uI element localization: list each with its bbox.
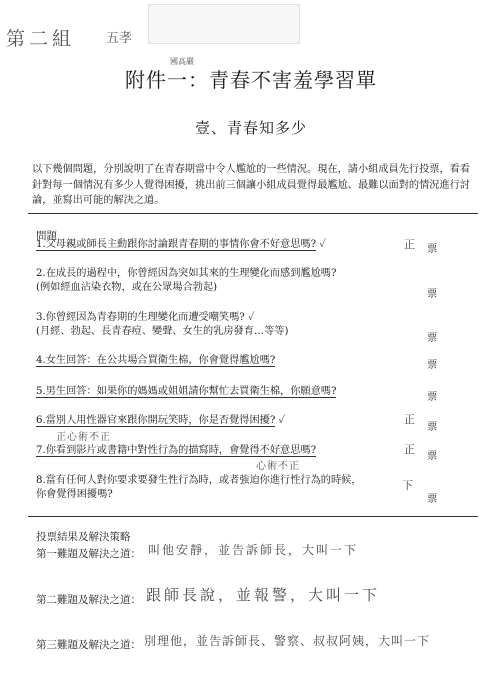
ballot-label: 票 [427, 422, 438, 433]
page-title: 附件一：青春不害羞學習單 [125, 68, 377, 92]
question-8-sub: 你會覺得困擾嗎? [36, 489, 113, 500]
result-row-3-label: 第三難題及解決之道： [36, 639, 141, 651]
question-2-sub: (例如經血沾染衣物，或在公眾場合勃起) [36, 282, 218, 293]
question-4-text: 4.女生回答：在公共場合買衛生棉，你會覺得尷尬嗎? [36, 355, 276, 366]
question-1 [36, 238, 326, 252]
group-handwriting: 第二組 [6, 28, 76, 50]
question-4 [36, 354, 275, 368]
check-icon: ✓ [248, 312, 255, 323]
result-row-2-answer: 跟師長說，並報警，大叫一下 [146, 586, 381, 604]
annotation-handwriting: 國高嚴 [170, 57, 194, 66]
ballot-label: 票 [427, 289, 438, 300]
question-1-tally: 正 [404, 238, 415, 251]
member-handwriting: 五孝 [106, 31, 133, 46]
margin-note-q6: 正心術不正 [56, 432, 111, 443]
margin-note-q7: 心術不正 [256, 461, 300, 472]
redacted-area [148, 4, 300, 44]
ballot-label: 票 [427, 392, 438, 403]
intro-paragraph: 以下幾個問題，分別說明了在青春期當中令人尷尬的一些情況。現在，請小組成員先行投票，看看針對每一個情況有多少人覺得困擾，挑出前三個讓小組成員覺得最尷尬、最難以面對的情況進行討論，並寫出可能的解決之道。 [32, 164, 471, 206]
ballot-label: 票 [427, 451, 438, 462]
question-6-tally: 正 [404, 413, 415, 426]
result-row-1-answer: 叫他安靜，並告訴師長，大叫一下 [148, 543, 359, 557]
results-heading: 投票結果及解決策略 [36, 531, 131, 543]
question-6 [36, 414, 285, 428]
question-3-text: 3.你曾經因為青春期的生理變化而遭受嘲笑嗎? [36, 312, 245, 323]
question-8-tally: 下 [402, 479, 413, 492]
check-icon: ✓ [278, 415, 286, 426]
result-row-1-label: 第一難題及解決之道： [36, 548, 141, 560]
question-8-text: 8.當有任何人對你要求要發生性行為時，或者強迫你進行性行為的時候， [36, 475, 362, 486]
question-1-text: 1.父母親或師長主動跟你討論跟青春期的事情你會不好意思嗎? [36, 239, 317, 250]
question-2 [36, 267, 336, 295]
questions-heading: 問題 [36, 230, 57, 242]
question-3-sub: (月經、勃起、長青春痘、變聲、女生的乳房發育…等等) [36, 326, 289, 337]
question-6-text: 6.當別人用性器官來跟你開玩笑時，你是否覺得困擾? [36, 415, 276, 426]
ballot-label: 票 [427, 360, 438, 371]
question-2-text: 2.在成長的過程中，你曾經因為突如其來的生理變化而感到尷尬嗎? [36, 268, 337, 279]
result-row-3-answer: 別理他，並告訴師長、警察、叔叔阿姨，大叫一下 [144, 634, 431, 648]
divider [28, 516, 478, 517]
question-3 [36, 311, 288, 339]
ballot-label: 票 [427, 244, 438, 255]
ballot-label: 票 [427, 333, 438, 344]
question-8 [36, 474, 362, 502]
divider [28, 213, 478, 214]
question-5-text: 5.男生回答：如果你的媽媽或姐姐請你幫忙去買衛生棉，你願意嗎? [36, 386, 337, 397]
question-5 [36, 385, 336, 399]
check-icon: ✓ [319, 239, 326, 250]
question-7 [36, 444, 316, 458]
section-title: 壹、青春知多少 [194, 119, 307, 137]
result-row-2-label: 第二難題及解決之道： [36, 594, 141, 606]
ballot-label: 票 [427, 494, 438, 505]
question-7-text: 7.你看到影片或書籍中對性行為的描寫時，會覺得不好意思嗎? [36, 445, 317, 456]
question-7-tally: 正 [404, 443, 415, 456]
